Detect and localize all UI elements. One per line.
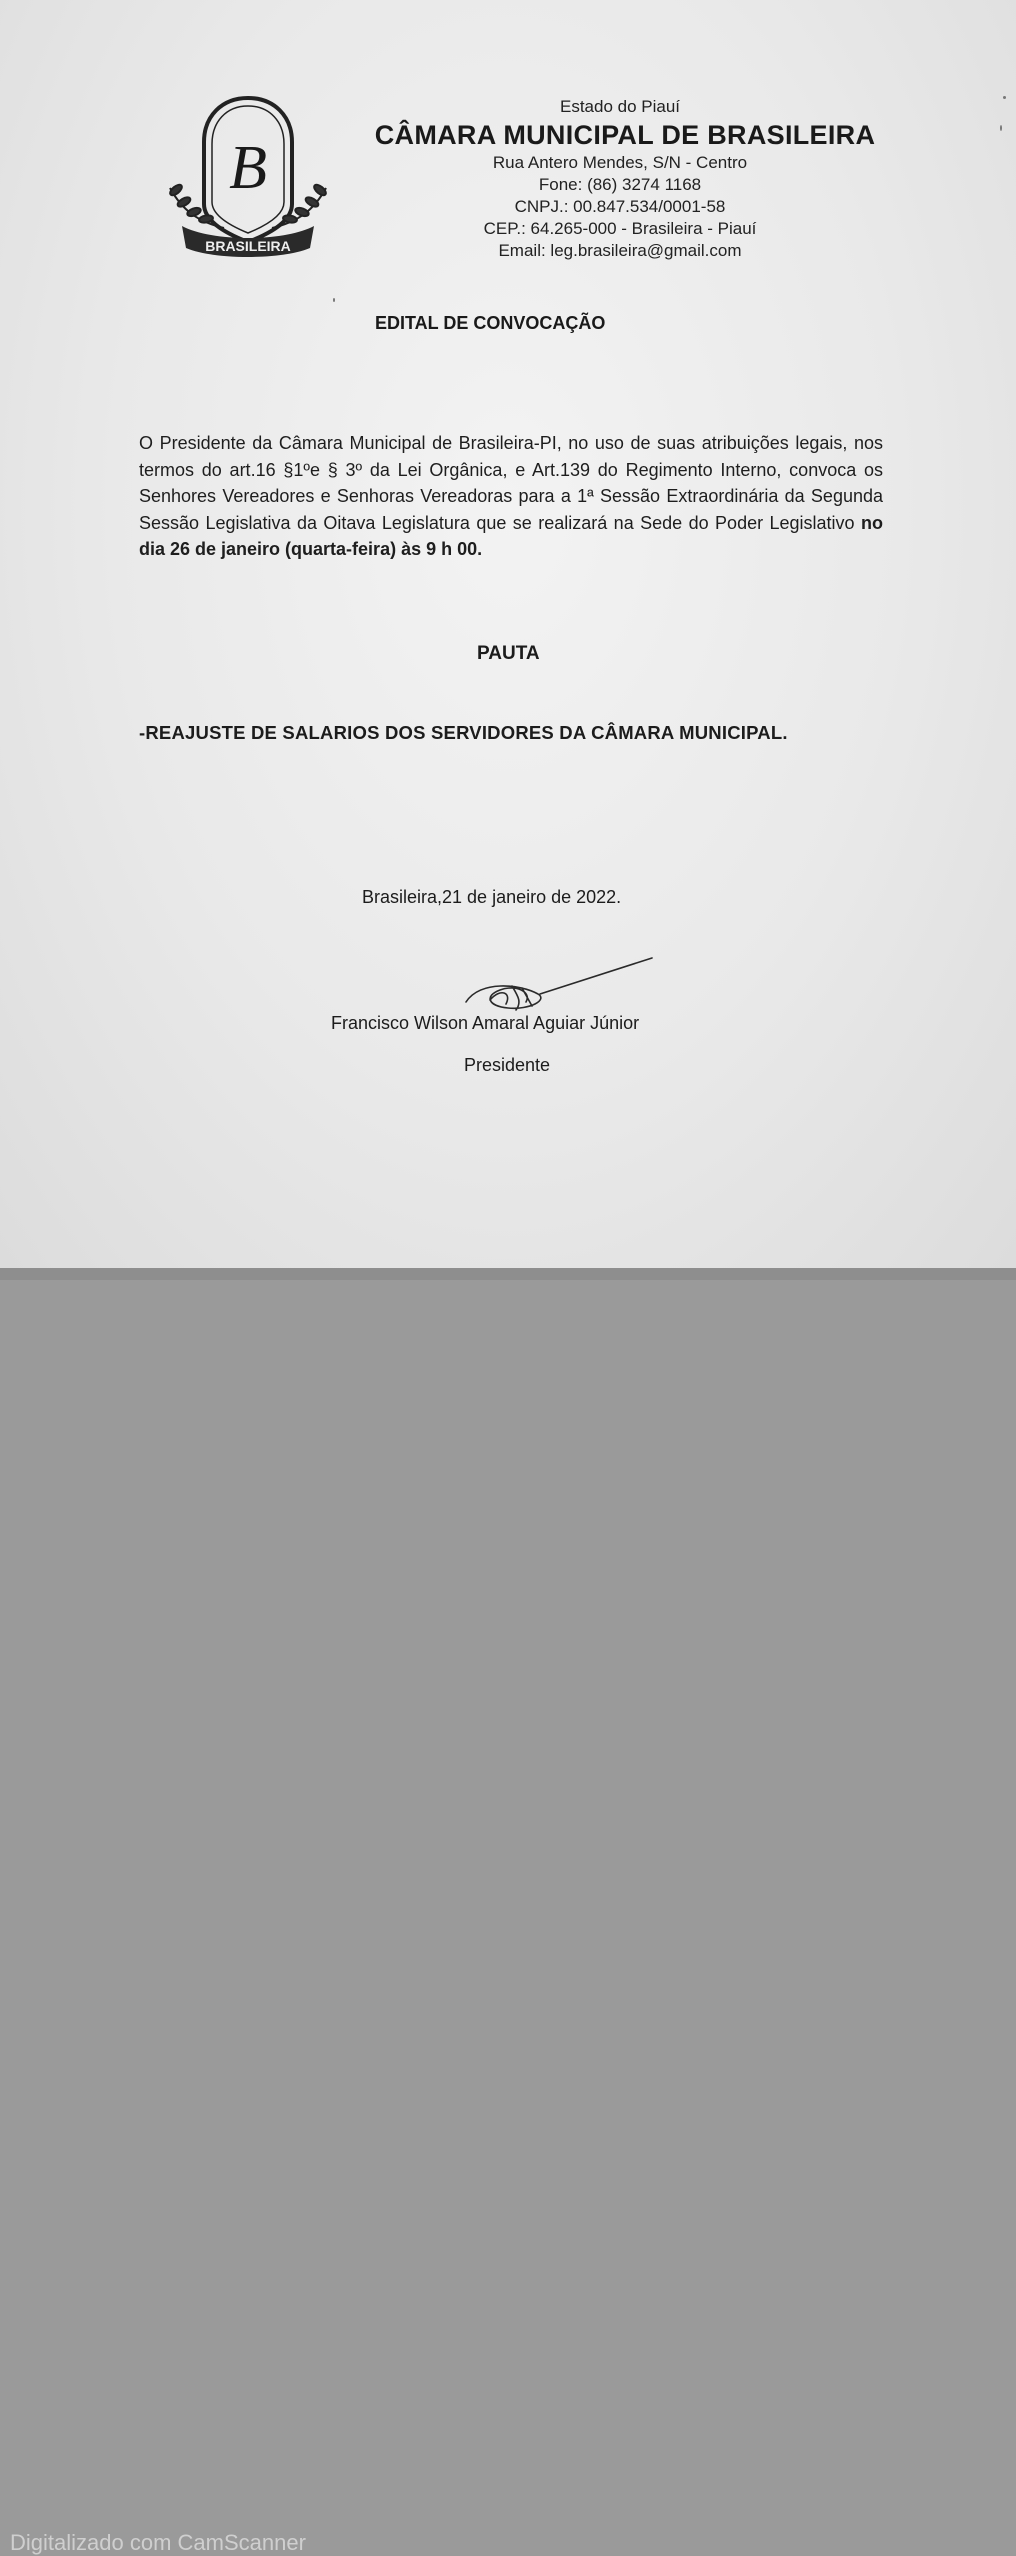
- body-regular-text: O Presidente da Câmara Municipal de Brasileira-PI, no uso de suas atribuições legais, nos termos do art.16 §1ºe § 3º da Lei Orgânica, e Art.139 do Regimento Interno, convoca os Senhores Vereadores e Senhoras Vereadoras para a 1ª Sessão Extraordinária da Segunda Sessão Legislativa da Oitava Legislatura que se realizará na Sede do Poder Legislativo: [139, 433, 883, 533]
- scanner-footer: [0, 1268, 1016, 2555]
- signer-role: Presidente: [464, 1055, 551, 1075]
- crest-banner-text: BRASILEIRA: [205, 238, 291, 254]
- document-page: [0, 0, 1016, 1268]
- email-line: Email: leg.brasileira@gmail.com: [498, 241, 742, 260]
- crest-monogram: B: [229, 134, 267, 202]
- address-line: Rua Antero Mendes, S/N - Centro: [492, 153, 748, 172]
- agenda-item: -REAJUSTE DE SALARIOS DOS SERVIDORES DA CÂMARA MUNICIPAL.: [139, 722, 788, 743]
- document-title: EDITAL DE CONVOCAÇÃO: [375, 313, 606, 333]
- convocation-body: [139, 430, 883, 563]
- handwritten-signature: [460, 950, 680, 1020]
- scan-speck: [1003, 96, 1006, 99]
- signer-name: Francisco Wilson Amaral Aguiar Júnior: [331, 1013, 640, 1033]
- agenda-heading: PAUTA: [477, 643, 540, 664]
- body-bold-text: no dia 26 de janeiro (quarta-feira) às 9 h 00.: [139, 512, 883, 559]
- municipal-crest-logo: [162, 92, 334, 267]
- letterhead: [340, 96, 900, 262]
- institution-name: CÂMARA MUNICIPAL DE BRASILEIRA: [374, 120, 876, 150]
- scan-speck: [1000, 125, 1002, 131]
- state-line: Estado do Piauí: [559, 97, 681, 116]
- scan-speck: [333, 298, 335, 302]
- place-and-date: Brasileira,21 de janeiro de 2022.: [362, 887, 622, 907]
- scanner-watermark: Digitalizado com CamScanner: [10, 2530, 306, 2555]
- cep-line: CEP.: 64.265-000 - Brasileira - Piauí: [483, 219, 757, 238]
- phone-line: Fone: (86) 3274 1168: [538, 175, 702, 194]
- cnpj-line: CNPJ.: 00.847.534/0001-58: [514, 197, 726, 216]
